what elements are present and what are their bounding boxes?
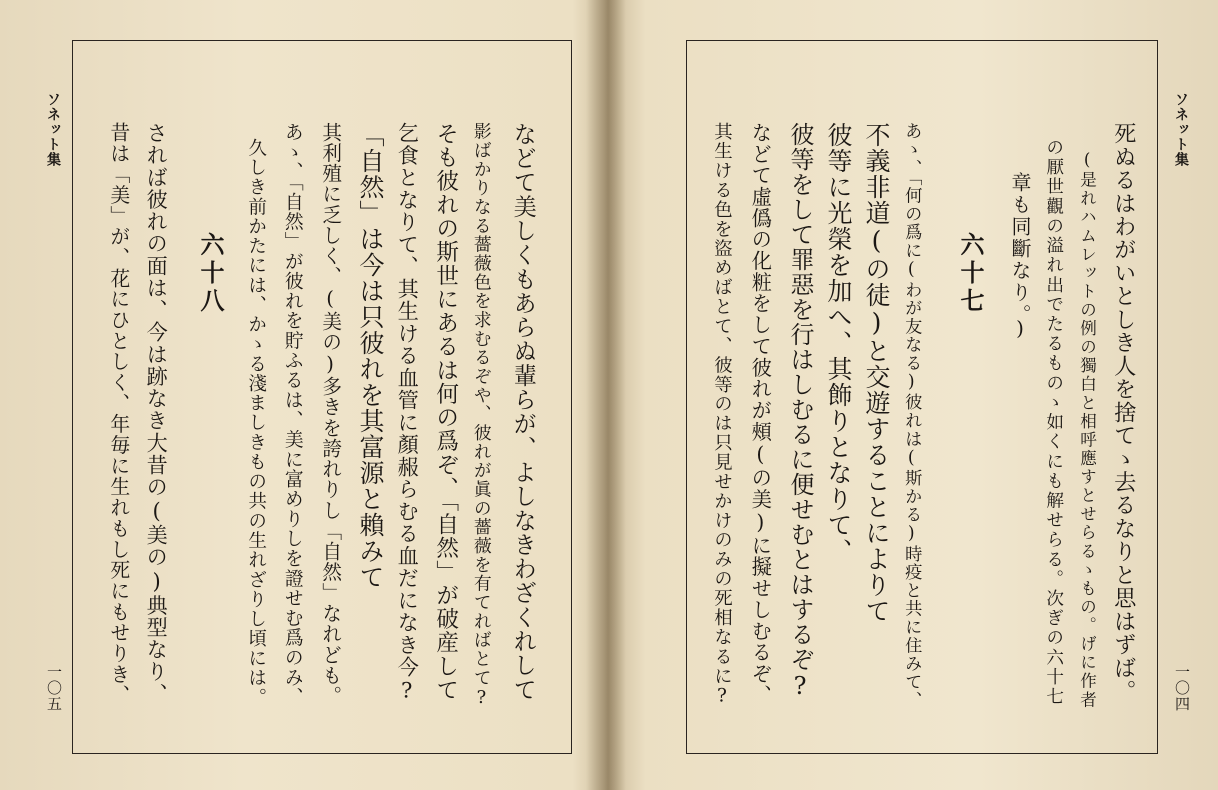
right-line-4: 彼等をして罪惡を行はしむるに便せむとはするぞ?	[786, 122, 814, 701]
right-preceding-line: 死ぬるはわがいとしき人を捨てゝ去るなりと思はずば。	[1110, 122, 1137, 703]
right-page-number: 一〇四	[1173, 664, 1191, 712]
left-line-4: 乞食となりて、其生ける血管に顏赧らむる血だになき今?	[394, 122, 420, 705]
right-note-line-3: 章も同斷なり。)	[1008, 172, 1032, 342]
right-line-3: 彼等に光榮を加へ、其飾りとなりて、	[824, 122, 853, 564]
right-line-1: あゝ、「何の爲に(わが友なる)彼れは(斯かる)時疫と共に住みて、	[901, 122, 922, 710]
left-line-5: 「自然」は今は只彼れを其富源と賴みて	[356, 122, 385, 590]
left-line-1: などて美しくもあらぬ輩らが、よしなきわざくれして	[509, 122, 536, 702]
left-line-9: されば彼れの面は、今は跡なき大昔の(美の)典型なり、	[144, 122, 170, 705]
left-line-6: 其利殖に乏しく、(美の)多きを誇れりし「自然」なれども。	[318, 122, 342, 707]
right-poem-heading: 六十七	[956, 232, 985, 316]
right-line-5: などて虛僞の化粧をして彼れが頰(の美)に擬せしむるぞ、	[748, 122, 773, 706]
left-line-2: 影ばかりなる薔薇色を求むるぞや、彼れが眞の薔薇を有てればとて?	[470, 122, 492, 709]
left-page-number: 一〇五	[45, 664, 63, 712]
right-line-2: 不義非道(の徒)と交遊することによりて	[862, 122, 891, 624]
left-line-8: 久しき前かたには、かゝる淺ましきもの共の生れざりし頃には。	[245, 138, 267, 708]
right-running-head: ソネット集	[1173, 92, 1189, 167]
right-line-6: 其生ける色を盜めばとて、彼等のは只見せかけのみの死相なるに?	[711, 122, 733, 708]
left-poem-heading: 六十八	[196, 232, 225, 316]
right-note-line-2: の厭世觀の溢れ出でたるものゝ如くにも解せらる。次ぎの六十七	[1043, 138, 1064, 707]
left-line-10: 昔は「美」が、花にひとしく、年毎に生れもし死にもせりき、	[106, 122, 130, 706]
left-line-7: あゝ、「自然」が彼れを貯ふるは、美に富めりしを證せむ爲のみ、	[281, 122, 303, 707]
left-running-head: ソネット集	[45, 92, 61, 167]
right-note-line-1: (是れハムレットの例の獨白と相呼應すとせらるゝもの。げに作者	[1077, 150, 1097, 710]
left-line-3: そも彼れの斯世にあるは何の爲ぞ、「自然」が破産して	[432, 122, 459, 702]
book-gutter	[586, 0, 626, 790]
